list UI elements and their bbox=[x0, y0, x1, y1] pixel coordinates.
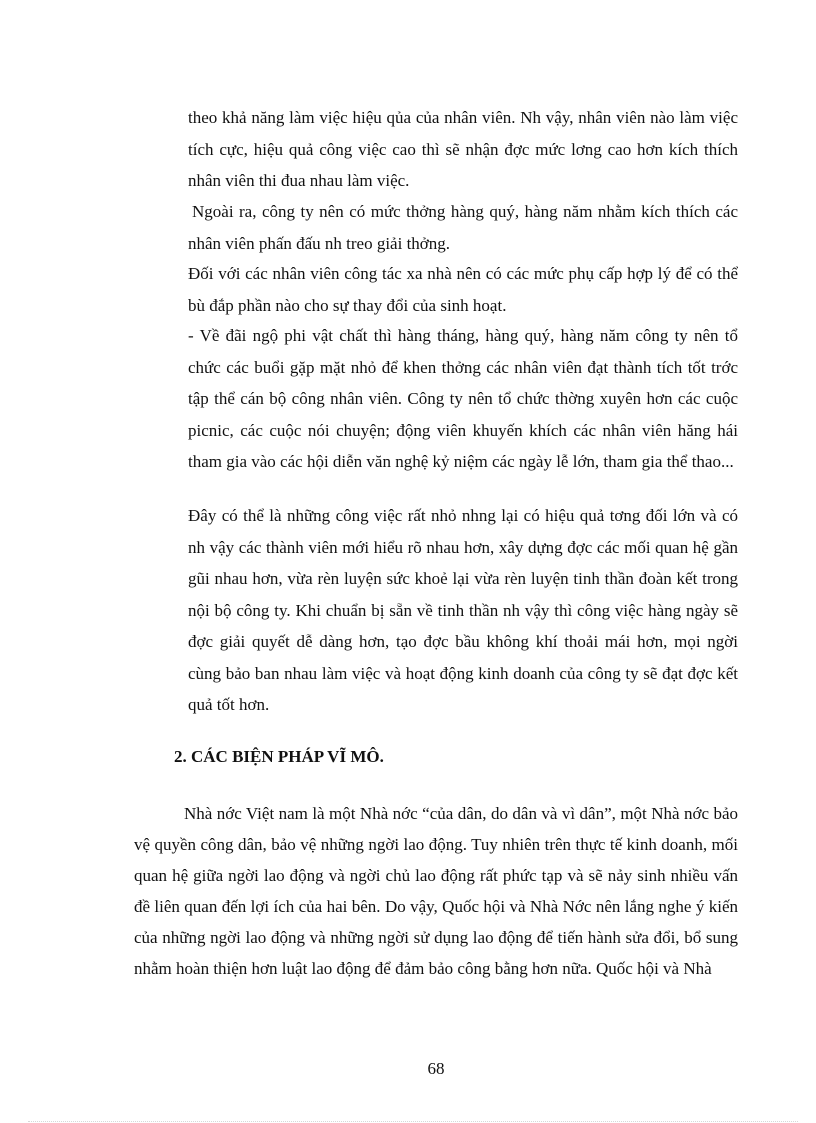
footer-divider bbox=[28, 1121, 798, 1122]
paragraph-salary-efficiency: theo khả năng làm việc hiệu qủa của nhân viên. Nh vậy, nhân viên nào làm việc tích cực, hiệu quả công việc cao thì sẽ nhận đợc mức lơng cao hơn kích thích nhân viên thi đua nhau làm việc. bbox=[188, 108, 738, 190]
section-heading: 2. CÁC BIỆN PHÁP VĨ MÔ. bbox=[174, 747, 384, 766]
paragraph-allowance: Đối với các nhân viên công tác xa nhà nên có các mức phụ cấp hợp lý để có thể bù đắp phần nào cho sự thay đổi của sinh hoạt. bbox=[188, 264, 738, 315]
section-paragraph: Nhà nớc Việt nam là một Nhà nớc “của dân, do dân và vì dân”, một Nhà nớc bảo vệ quyền công dân, bảo vệ những ngời lao động. Tuy nhiên trên thực tế kinh doanh, mối quan hệ giữa ngời lao động và ngời chủ lao động rất phức tạp và sẽ nảy sinh nhiều vấn đề liên quan đến lợi ích của hai bên. Do vậy, Quốc hội và Nhà Nớc nên lắng nghe ý kiến của những ngời lao động và những ngời sử dụng lao động để tiến hành sửa đổi, bổ sung nhằm hoàn thiện hơn luật lao động để đảm bảo công bằng hơn nữa. Quốc hội và Nhà bbox=[134, 804, 738, 978]
page-number: 68 bbox=[427, 1059, 445, 1078]
paragraph-non-material-benefits: - Về đãi ngộ phi vật chất thì hàng tháng, hàng quý, hàng năm công ty nên tổ chức các buổi gặp mặt nhỏ để khen thởng các nhân viên đạt thành tích tốt trớc tập thể cán bộ công nhân viên. Công ty nên tổ chức thờng xuyên hơn các cuộc picnic, các cuộc nói chuyện; động viên khuyến khích các nhân viên hăng hái tham gia vào các hội diễn văn nghệ kỷ niệm các ngày lễ lớn, tham gia thể thao... bbox=[188, 326, 738, 471]
paragraph-team-activities: Đây có thể là những công việc rất nhỏ nhng lại có hiệu quả tơng đối lớn và có nh vậy các thành viên mới hiểu rõ nhau hơn, xây dựng đợc các mối quan hệ gần gũi nhau hơn, vừa rèn luyện sức khoẻ lại vừa rèn luyện tinh thần đoàn kết trong nội bộ công ty. Khi chuẩn bị sẵn về tinh thần nh vậy thì công việc hàng ngày sẽ đợc giải quyết dễ dàng hơn, tạo đợc bầu không khí thoải mái hơn, mọi ngời cùng bảo ban nhau làm việc và hoạt động kinh doanh của công ty sẽ đạt đợc kết quả tốt hơn. bbox=[188, 506, 738, 714]
paragraph-bonus: Ngoài ra, công ty nên có mức thởng hàng quý, hàng năm nhằm kích thích các nhân viên phấn đấu nh treo giải thởng. bbox=[188, 202, 738, 253]
